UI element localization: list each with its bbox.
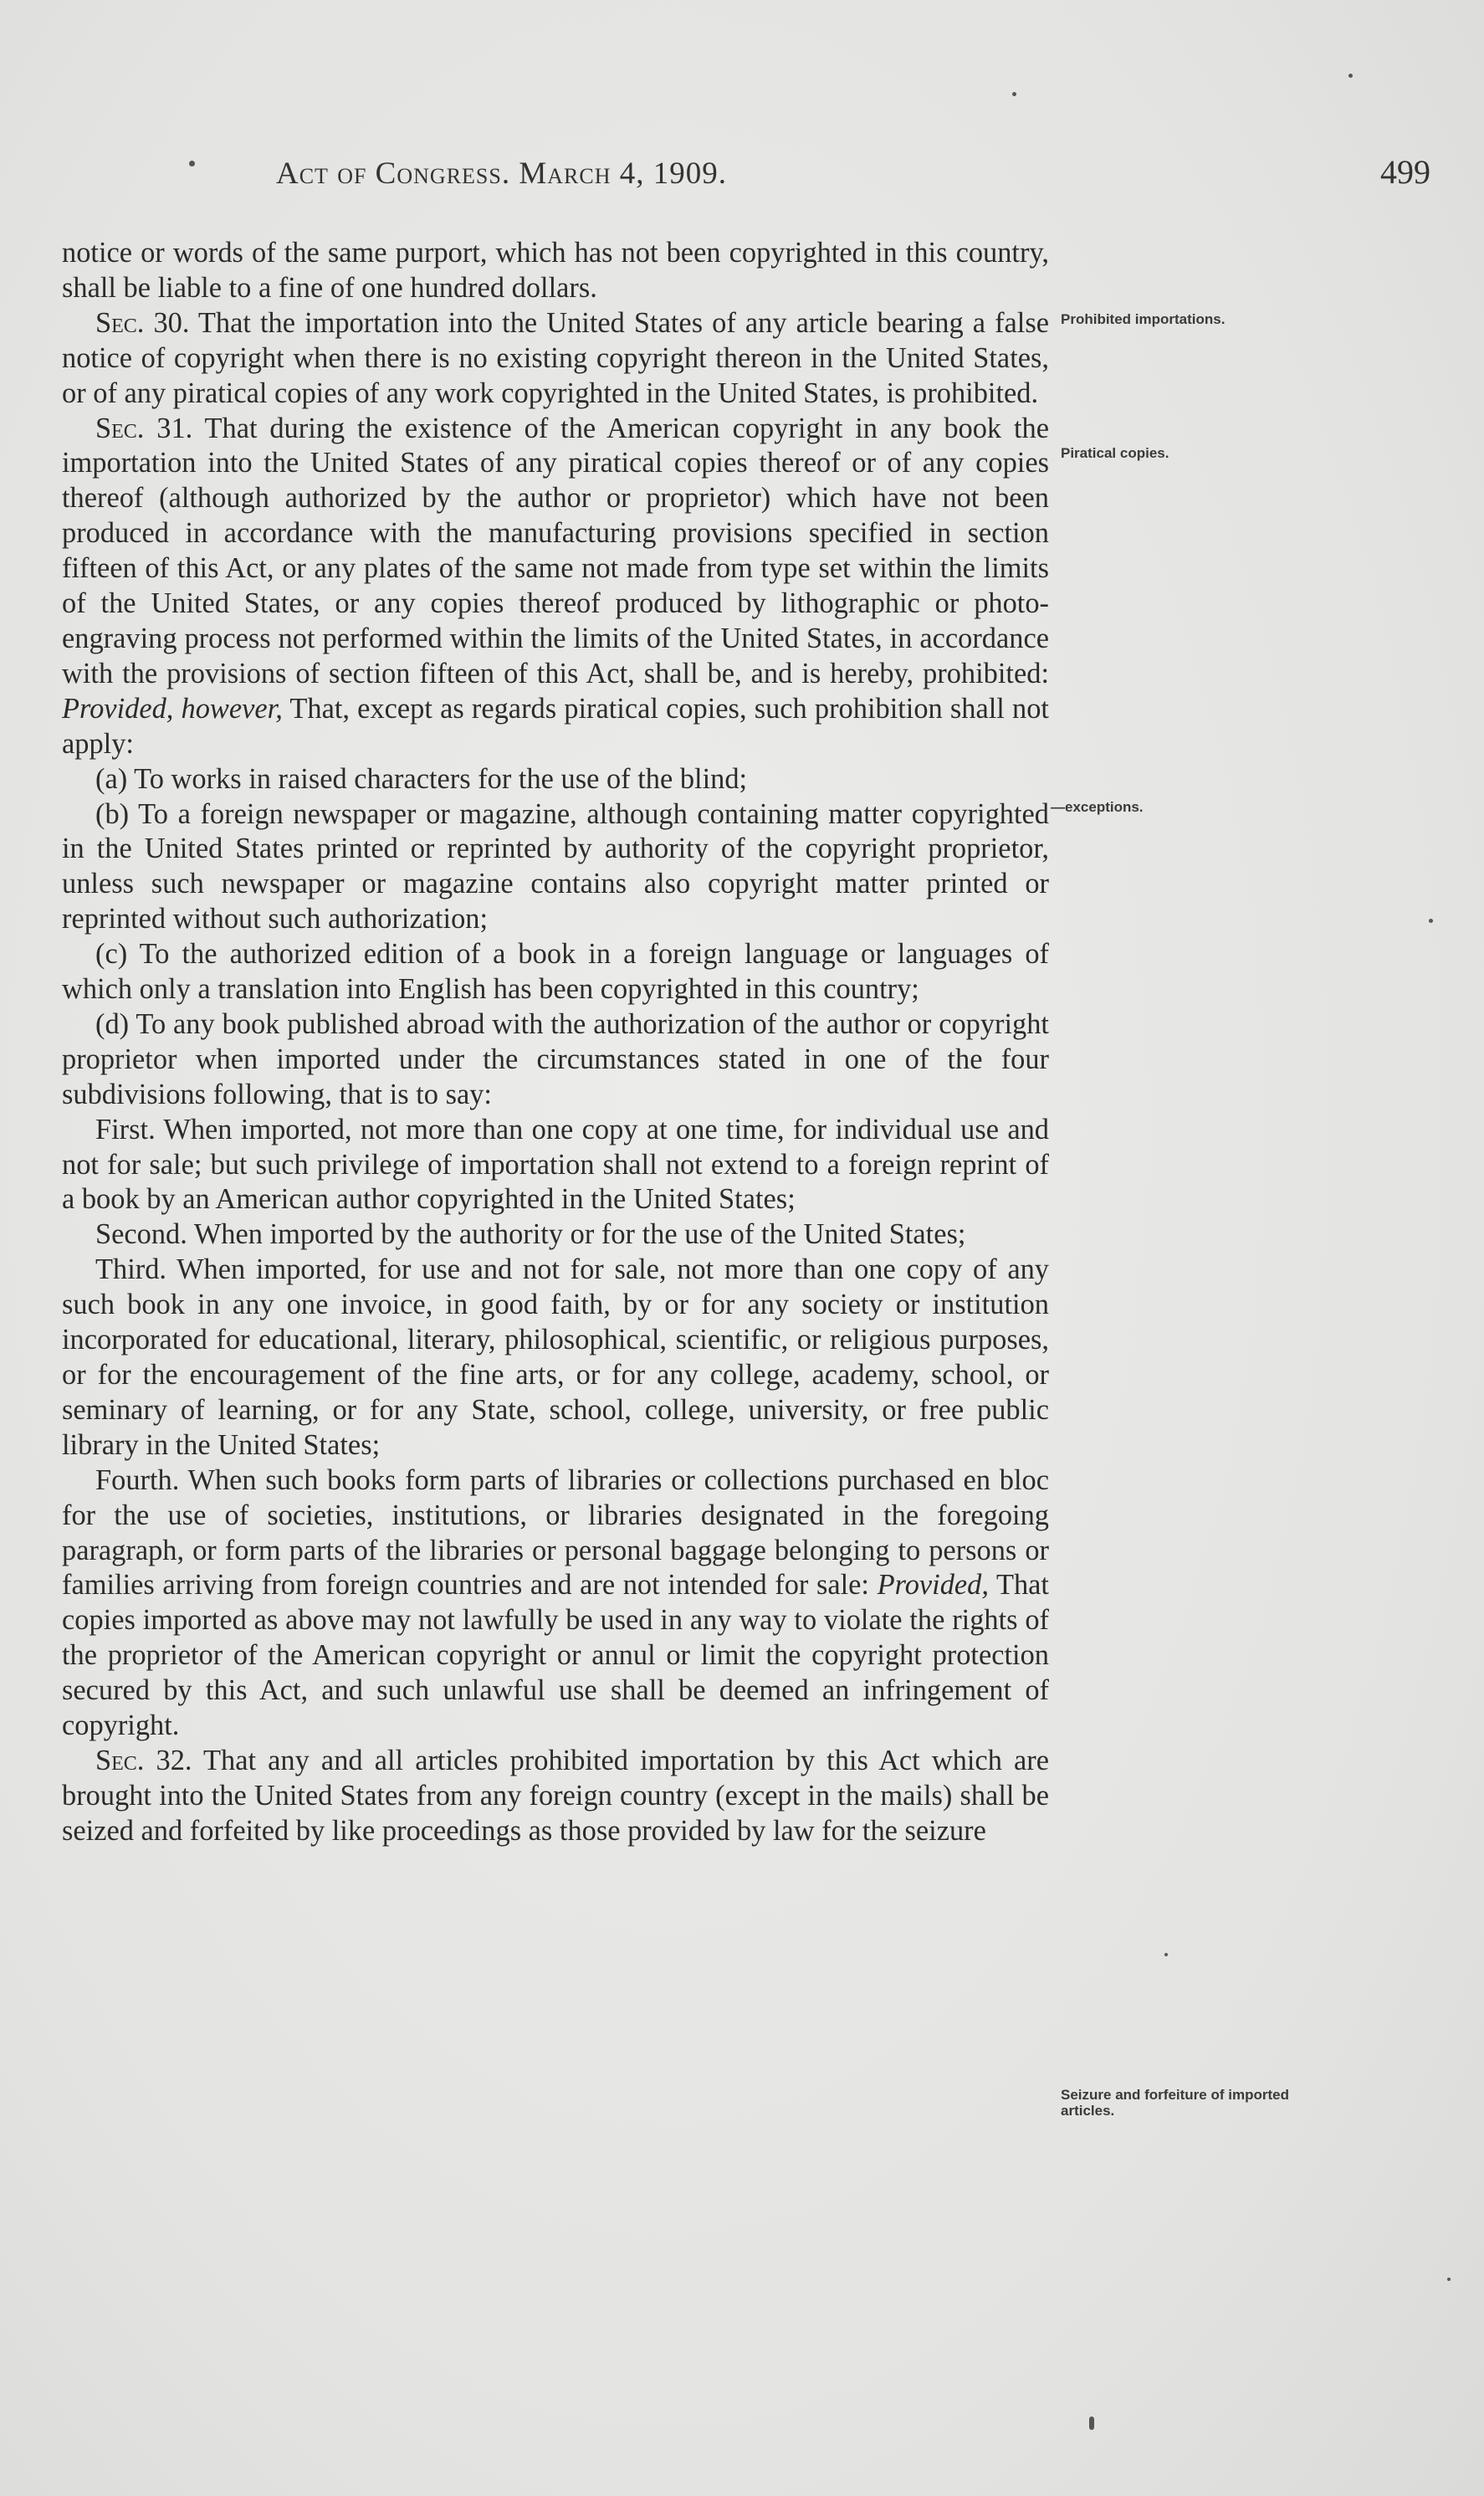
paper-speck [1447, 2278, 1451, 2281]
section-lead: Sec. [95, 306, 145, 339]
section-lead: Sec. [95, 412, 145, 444]
paper-speck [1089, 2417, 1094, 2430]
clause-b: (b) To a foreign newspaper or magazine, although containing matter copyrighted in the United States printed or reprinted by authority of the copyright proprietor, unless such newspaper or magazine contains also copyright matter printed or reprinted without such authorization; [62, 797, 1049, 935]
section-text: 30. That the importation into the United States of any article bearing a false notice of copyright when there is no existing copyright thereon in the United States, or of any piratical copies of any work copyrighted in the United States, is prohibited. [62, 306, 1049, 409]
subdivision-second: Second. When imported by the authority or for the use of the United States; [95, 1218, 966, 1251]
subdivision-third: Third. When imported, for use and not for sale, not more than one copy of any such book in any one invoice, in good faith, by or for any society or institution incorporated for educational, literary, philosophical, scientific, or religious purposes, or for the encouragement of the fine arts, or for any college, academy, school, or seminary of learning, or for any State, school, college, university, or free public library in the United States; [62, 1253, 1049, 1461]
section-text-continued: That, except as regards piratical copies, such prohibition shall not apply: [62, 692, 1049, 760]
paper-speck [1164, 1953, 1168, 1956]
subdivision-text: Fourth. When such books form parts of libraries or collections purchased en bloc for the use of societies, institutions, or libraries designated in the foregoing paragraph, or form parts of the libraries or personal baggage belonging to persons or families arriving from foreign countries and are not intended for sale: [62, 1463, 1049, 1602]
body-text [62, 236, 1049, 1849]
page-header [276, 153, 1430, 197]
section-text: 31. That during the existence of the American copyright in any book the importation into the United States of any piratical copies thereof or of any copies thereof (although authorized by the author or proprietor) which have not been produced in accordance with the manufacturing provisions specified in section fifteen of this Act, or any plates of the same not made from type set within the limits of the United States, or any copies thereof produced by lithographic or photo-engraving process not performed within the limits of the United States, in accordance with the provisions of section fifteen of this Act, shall be, and is hereby, prohibited: [62, 412, 1049, 689]
clause-a: (a) To works in raised characters for the use of the blind; [95, 762, 748, 795]
clause-d: (d) To any book published abroad with the authorization of the author or copyright proprietor when imported under the circumstances stated in one of the four subdivisions following, that is to say: [62, 1007, 1049, 1110]
paragraph-continuation: notice or words of the same purport, which has not been copyrighted in this country, shall be liable to a fine of one hundred dollars. [62, 237, 1049, 304]
section-30 [62, 306, 1049, 412]
proviso: Provided, however, [62, 692, 283, 725]
subdivision-text-continued: That copies imported as above may not lawfully be used in any way to violate the rights of the proprietor of the American copyright or annul or limit the copyright protection secured by this Act, and such unlawful use shall be deemed an infringement of copyright. [62, 1569, 1049, 1742]
margin-note-prohibited-importations: Prohibited importations. [1061, 311, 1226, 327]
margin-note-piratical-copies: Piratical copies. [1061, 445, 1169, 461]
subdivision-fourth [62, 1463, 1049, 1744]
paper-speck [189, 161, 195, 167]
section-31 [62, 412, 1049, 762]
page-number: 499 [1380, 153, 1430, 191]
paper-speck [1348, 74, 1353, 78]
margin-note-exceptions: —exceptions. [1051, 799, 1144, 815]
section-lead: Sec. [95, 1744, 145, 1776]
running-head: Act of Congress. March 4, 1909. [276, 156, 727, 191]
paper-speck [1012, 92, 1016, 96]
section-32 [62, 1744, 1049, 1849]
subdivision-first: First. When imported, not more than one copy at one time, for individual use and not for sale; but such privilege of importation shall not extend to a foreign reprint of a book by an American author copyrighted in the United States; [62, 1113, 1049, 1216]
clause-c: (c) To the authorized edition of a book in a foreign language or languages of which only a translation into English has been copyrighted in this country; [62, 938, 1049, 1006]
proviso: Provided, [877, 1569, 989, 1602]
section-text: 32. That any and all articles prohibited importation by this Act which are brought into the United States from any foreign country (except in the mails) shall be seized and forfeited by like proceedings as those provided by law for the seizure [62, 1744, 1049, 1847]
paper-speck [1429, 919, 1433, 923]
margin-note-seizure-forfeiture: Seizure and forfeiture of imported articles. [1061, 2087, 1289, 2119]
